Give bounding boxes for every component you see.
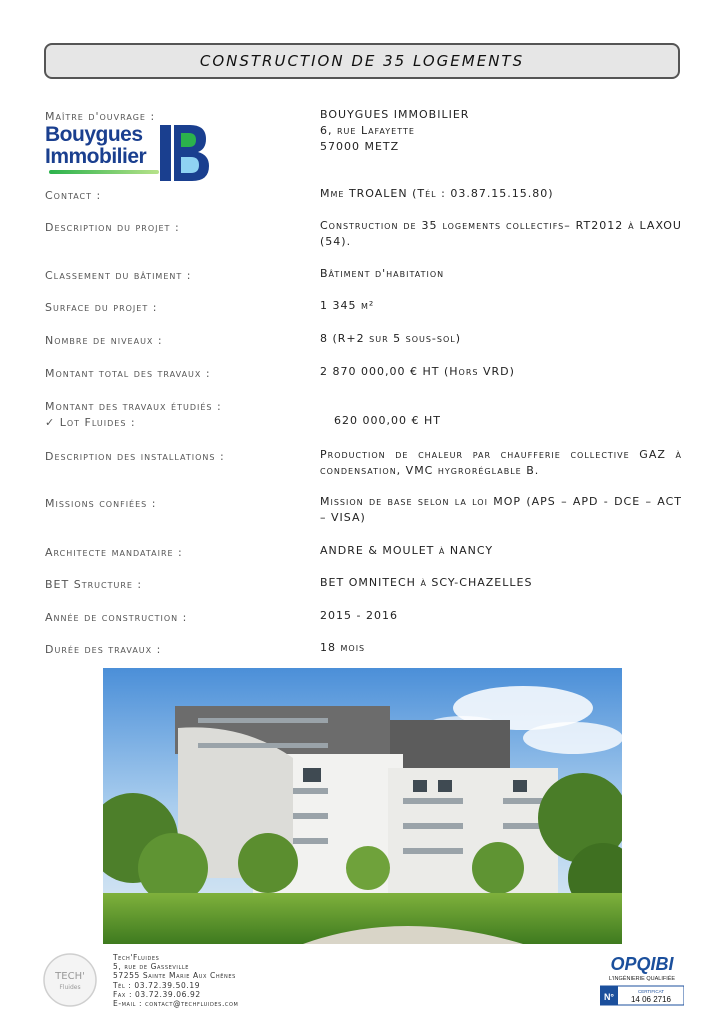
contact-label: Contact :	[45, 189, 102, 202]
opqibi-cert-label: CERTIFICAT	[637, 989, 665, 994]
bouygues-logo-text	[45, 124, 146, 168]
levels-label: Nombre de niveaux :	[45, 334, 163, 347]
classification-label: Classement du bâtiment :	[45, 269, 192, 282]
levels-value: 8 (R+2 sur 5 sous-sol)	[320, 332, 462, 345]
installations-label: Description des installations :	[45, 450, 225, 463]
structure-label: BET Structure :	[45, 578, 143, 591]
owner-label: Maître d'ouvrage :	[45, 110, 156, 123]
missions-value: Mission de base selon la loi MOP (APS – APD - DCE – ACT – VISA)	[320, 495, 682, 524]
total-amount-label: Montant total des travaux :	[45, 367, 211, 380]
logo-text-fluides: Fluides	[59, 984, 81, 991]
description-value: Construction de 35 logements collectifs– RT2012 à LAXOU (54).	[320, 219, 682, 248]
logo-line-2: Immobilier	[45, 145, 147, 168]
footer-address-1: 5, rue de Gasseville	[113, 962, 189, 972]
opqibi-certification-logo-icon	[600, 953, 684, 1007]
footer-tel: Tél : 03.72.39.50.19	[113, 980, 201, 990]
footer-fax: Fax : 03.72.39.06.92	[113, 989, 201, 999]
contact-value: Mme TROALEN (Tél : 03.87.15.15.80)	[320, 187, 554, 200]
opqibi-brand: OPQIBI	[610, 954, 674, 974]
surface-value: 1 345 m²	[320, 299, 375, 312]
missions-label: Missions confiées :	[45, 497, 157, 510]
logo-line-1: Bouygues	[45, 123, 143, 146]
installations-value: Production de chaleur par chaufferie collective GAZ à condensation, VMC hygroréglable B.	[320, 448, 682, 477]
owner-address-1: 6, rue Lafayette	[320, 124, 415, 137]
page-title: CONSTRUCTION DE 35 LOGEMENTS	[199, 52, 525, 70]
title-banner	[44, 43, 680, 79]
bouygues-logo-swoosh	[49, 170, 159, 174]
duration-value: 18 mois	[320, 641, 366, 654]
structure-value: BET OMNITECH à SCY-CHAZELLES	[320, 576, 533, 589]
owner-address-2: 57000 METZ	[320, 140, 400, 153]
opqibi-n-label: N°	[603, 992, 615, 1002]
surface-label: Surface du projet :	[45, 301, 158, 314]
studied-amount-label: Montant des travaux étudiés :	[45, 400, 222, 413]
bouygues-b-logo-icon	[160, 125, 210, 181]
duration-label: Durée des travaux :	[45, 643, 162, 656]
architect-label: Architecte mandataire :	[45, 546, 183, 559]
description-label: Description du projet :	[45, 221, 180, 234]
opqibi-cert-number: 14 06 2716	[630, 995, 672, 1004]
logo-text-tech: TECH'	[55, 971, 85, 982]
owner-name: BOUYGUES IMMOBILIER	[320, 108, 470, 121]
footer-address-2: 57255 Sainte Marie Aux Chênes	[113, 971, 236, 981]
lot-fluides-label: ✓ Lot Fluides :	[45, 416, 136, 429]
techfluides-logo-icon	[42, 952, 98, 1008]
architect-value: ANDRE & MOULET à NANCY	[320, 544, 494, 557]
footer-contact-block	[113, 953, 238, 1008]
footer-email[interactable]: E-mail : contact@techfluides.com	[113, 999, 239, 1009]
year-value: 2015 - 2016	[320, 609, 398, 622]
opqibi-tagline: L'INGÉNIERIE QUALIFIÉE	[608, 976, 676, 982]
building-rendering-image	[103, 668, 622, 944]
lot-fluides-value: 620 000,00 € HT	[334, 414, 441, 427]
year-label: Année de construction :	[45, 611, 188, 624]
footer-company: Tech'Fluides	[113, 953, 160, 962]
classification-value: Bâtiment d'habitation	[320, 267, 445, 280]
total-amount-value: 2 870 000,00 € HT (Hors VRD)	[320, 365, 515, 378]
